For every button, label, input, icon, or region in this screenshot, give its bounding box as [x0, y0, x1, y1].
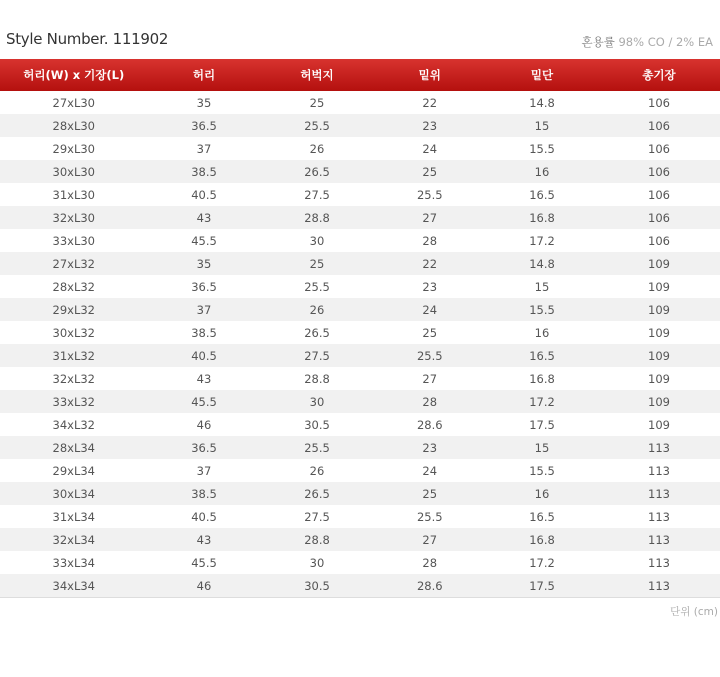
table-cell: 113 — [598, 482, 720, 505]
column-header: 허벅지 — [300, 68, 334, 82]
table-cell: 38.5 — [148, 160, 261, 183]
table-cell: 24 — [374, 298, 487, 321]
table-cell: 45.5 — [191, 555, 217, 570]
table-cell: 29xL34 — [52, 463, 95, 478]
table-cell: 109 — [648, 371, 670, 386]
table-row — [0, 298, 720, 321]
table-cell: 109 — [598, 390, 720, 413]
table-cell: 30 — [261, 390, 374, 413]
table-cell: 28.8 — [304, 371, 330, 386]
table-cell: 28 — [422, 233, 438, 248]
table-cell: 17.2 — [529, 233, 555, 248]
table-cell: 30xL32 — [52, 325, 95, 340]
table-cell: 28xL34 — [0, 436, 148, 459]
fabric-label: 혼용률 — [581, 35, 615, 49]
table-cell: 27 — [374, 206, 487, 229]
table-header-row — [0, 59, 720, 91]
table-cell: 27 — [374, 528, 487, 551]
column-header: 밑단 — [530, 68, 554, 82]
table-cell: 17.2 — [486, 390, 598, 413]
table-cell: 109 — [598, 344, 720, 367]
table-cell: 14.8 — [486, 252, 598, 275]
table-row — [0, 367, 720, 390]
table-cell: 38.5 — [191, 325, 217, 340]
table-row — [0, 344, 720, 367]
column-header: 허리 — [192, 68, 216, 82]
table-cell: 16.8 — [529, 371, 555, 386]
table-cell: 106 — [648, 95, 670, 110]
table-cell: 23 — [374, 436, 487, 459]
table-cell: 28 — [422, 555, 438, 570]
table-cell: 36.5 — [148, 114, 261, 137]
table-cell: 31xL34 — [52, 509, 95, 524]
table-cell: 33xL32 — [0, 390, 148, 413]
table-cell: 113 — [598, 436, 720, 459]
table-cell: 27.5 — [304, 509, 330, 524]
table-cell: 113 — [648, 509, 670, 524]
table-cell: 106 — [648, 187, 670, 202]
table-cell: 23 — [374, 114, 487, 137]
table-cell: 106 — [648, 141, 670, 156]
table-row — [0, 137, 720, 160]
table-cell: 106 — [648, 233, 670, 248]
table-cell: 28.8 — [261, 206, 374, 229]
table-cell: 26 — [309, 141, 325, 156]
table-row — [0, 160, 720, 183]
table-row — [0, 528, 720, 551]
page-header — [0, 0, 720, 59]
table-row — [0, 252, 720, 275]
column-header: 허리(W) x 기장(L) — [23, 68, 125, 82]
table-cell: 23 — [422, 279, 438, 294]
table-cell: 16 — [486, 160, 598, 183]
table-cell: 32xL34 — [0, 528, 148, 551]
table-cell: 28.8 — [261, 528, 374, 551]
table-cell: 25 — [374, 482, 487, 505]
table-cell: 106 — [598, 114, 720, 137]
table-cell: 15 — [486, 436, 598, 459]
table-cell: 27 — [422, 371, 438, 386]
table-cell: 16.5 — [486, 344, 598, 367]
style-number-value: 111902 — [112, 30, 169, 48]
table-cell: 28xL30 — [0, 114, 148, 137]
table-cell: 27.5 — [304, 187, 330, 202]
table-cell: 14.8 — [529, 95, 555, 110]
table-row — [0, 459, 720, 482]
table-cell: 43 — [148, 528, 261, 551]
table-cell: 26.5 — [261, 160, 374, 183]
table-cell: 16 — [534, 325, 550, 340]
table-cell: 22 — [422, 95, 438, 110]
table-row — [0, 91, 720, 114]
table-cell: 30 — [309, 233, 325, 248]
size-table-container — [0, 59, 720, 598]
table-cell: 24 — [422, 463, 438, 478]
table-cell: 29xL30 — [52, 141, 95, 156]
table-cell: 17.5 — [486, 574, 598, 598]
table-row — [0, 229, 720, 252]
table-cell: 30 — [309, 555, 325, 570]
table-cell: 31xL32 — [0, 344, 148, 367]
style-number — [6, 30, 168, 48]
table-cell: 27xL32 — [0, 252, 148, 275]
table-cell: 26.5 — [304, 325, 330, 340]
table-cell: 109 — [648, 279, 670, 294]
table-cell: 24 — [422, 141, 438, 156]
table-cell: 37 — [148, 298, 261, 321]
table-cell: 46 — [196, 417, 212, 432]
table-cell: 40.5 — [191, 187, 217, 202]
table-cell: 37 — [196, 463, 212, 478]
table-cell: 106 — [598, 160, 720, 183]
column-header: 총기장 — [642, 68, 676, 82]
table-cell: 30xL34 — [0, 482, 148, 505]
table-cell: 109 — [598, 298, 720, 321]
table-cell: 26 — [261, 298, 374, 321]
table-row — [0, 321, 720, 344]
table-cell: 40.5 — [191, 509, 217, 524]
table-cell: 25.5 — [261, 436, 374, 459]
table-cell: 30.5 — [261, 574, 374, 598]
table-cell: 26.5 — [261, 482, 374, 505]
table-row — [0, 482, 720, 505]
table-cell: 25.5 — [416, 509, 443, 524]
table-cell: 25 — [374, 160, 487, 183]
table-cell: 15.5 — [486, 298, 598, 321]
table-cell: 28 — [374, 390, 487, 413]
table-cell: 109 — [598, 252, 720, 275]
table-cell: 22 — [374, 252, 487, 275]
table-cell: 40.5 — [148, 344, 261, 367]
table-cell: 15.5 — [529, 463, 555, 478]
fabric-value: 98% CO / 2% EA — [618, 35, 713, 49]
table-cell: 25 — [261, 252, 374, 275]
table-cell: 25 — [309, 95, 325, 110]
table-cell: 30xL30 — [0, 160, 148, 183]
table-row — [0, 390, 720, 413]
table-cell: 25.5 — [374, 344, 487, 367]
table-cell: 29xL32 — [0, 298, 148, 321]
table-cell: 46 — [148, 574, 261, 598]
table-cell: 17.2 — [529, 555, 555, 570]
table-cell: 25.5 — [416, 187, 443, 202]
table-cell: 27.5 — [261, 344, 374, 367]
table-cell: 15.5 — [529, 141, 555, 156]
table-cell: 32xL32 — [52, 371, 95, 386]
table-cell: 15 — [534, 279, 550, 294]
table-cell: 36.5 — [148, 436, 261, 459]
table-cell: 113 — [648, 555, 670, 570]
table-cell: 106 — [598, 206, 720, 229]
table-cell: 113 — [648, 463, 670, 478]
table-cell: 109 — [648, 325, 670, 340]
table-cell: 26 — [309, 463, 325, 478]
table-cell: 16.5 — [529, 509, 555, 524]
table-row — [0, 275, 720, 298]
table-cell: 34xL34 — [0, 574, 148, 598]
table-cell: 45.5 — [191, 233, 217, 248]
table-cell: 38.5 — [148, 482, 261, 505]
table-cell: 31xL30 — [52, 187, 95, 202]
style-number-label: Style Number. — [6, 30, 109, 48]
table-cell: 16.8 — [486, 528, 598, 551]
table-cell: 28.6 — [374, 574, 487, 598]
table-row — [0, 413, 720, 436]
table-row — [0, 114, 720, 137]
table-cell: 35 — [148, 252, 261, 275]
fabric-composition — [582, 34, 714, 50]
unit-note: 단위 (cm) — [670, 606, 718, 618]
table-cell: 16 — [486, 482, 598, 505]
table-cell: 25 — [422, 325, 438, 340]
column-header: 밑위 — [418, 68, 441, 82]
table-cell: 25.5 — [304, 279, 330, 294]
table-cell: 113 — [598, 528, 720, 551]
table-cell: 25.5 — [261, 114, 374, 137]
table-row — [0, 551, 720, 574]
table-row — [0, 183, 720, 206]
table-cell: 35 — [196, 95, 212, 110]
table-cell: 30.5 — [304, 417, 330, 432]
table-cell: 36.5 — [191, 279, 217, 294]
table-row — [0, 505, 720, 528]
table-cell: 33xL34 — [52, 555, 95, 570]
table-cell: 15 — [486, 114, 598, 137]
table-cell: 109 — [648, 417, 670, 432]
table-cell: 37 — [196, 141, 212, 156]
table-row — [0, 574, 720, 598]
table-cell: 28xL32 — [52, 279, 95, 294]
table-cell: 43 — [196, 371, 212, 386]
table-row — [0, 436, 720, 459]
table-cell: 43 — [148, 206, 261, 229]
table-row — [0, 206, 720, 229]
table-cell: 33xL30 — [52, 233, 95, 248]
table-cell: 17.5 — [529, 417, 555, 432]
table-cell: 27xL30 — [52, 95, 95, 110]
table-cell: 16.5 — [529, 187, 555, 202]
table-cell: 32xL30 — [0, 206, 148, 229]
table-cell: 113 — [598, 574, 720, 598]
table-cell: 28.6 — [416, 417, 443, 432]
table-cell: 34xL32 — [52, 417, 95, 432]
size-table — [0, 59, 720, 598]
table-cell: 45.5 — [148, 390, 261, 413]
table-cell: 16.8 — [486, 206, 598, 229]
